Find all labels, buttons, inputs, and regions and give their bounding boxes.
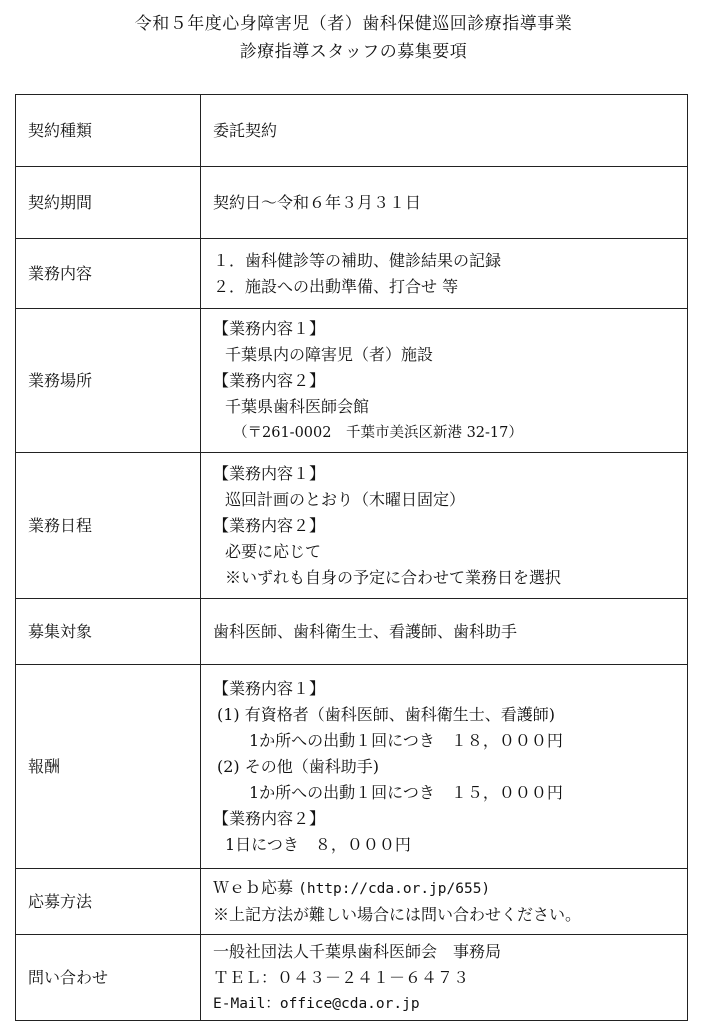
- reward-item-1-pay: 1か所への出動１回につき １８，０００円: [249, 730, 563, 750]
- location-heading-2: 【業務内容２】: [213, 370, 326, 390]
- value-contract-type: 委託契約: [201, 95, 688, 167]
- reward-heading-1: 【業務内容１】: [213, 678, 326, 698]
- value-location: [201, 309, 688, 453]
- contact-email-link[interactable]: E-Mail：office@cda.or.jp: [213, 995, 420, 1012]
- label-duties: 業務内容: [16, 239, 201, 309]
- contact-tel: ＴＥＬ：０４３－２４１－６４７３: [213, 967, 470, 987]
- location-address: （〒261-0002 千葉市美浜区新港 32-17）: [233, 424, 523, 441]
- reward-item-2-pay: 1か所への出動１回につき １５，０００円: [249, 782, 563, 802]
- value-reward: [201, 665, 688, 869]
- schedule-heading-2: 【業務内容２】: [213, 515, 326, 535]
- contact-organization: 一般社団法人千葉県歯科医師会 事務局: [213, 941, 502, 961]
- schedule-text-2: 必要に応じて: [225, 541, 322, 561]
- location-place-2: 千葉県歯科医師会館: [225, 396, 370, 416]
- label-target: 募集対象: [16, 599, 201, 665]
- label-location: 業務場所: [16, 309, 201, 453]
- label-reward: 報酬: [16, 665, 201, 869]
- label-contract-type: 契約種類: [16, 95, 201, 167]
- row-contract-type: [16, 95, 688, 167]
- schedule-heading-1: 【業務内容１】: [213, 463, 326, 483]
- row-duties: [16, 239, 688, 309]
- location-heading-1: 【業務内容１】: [213, 318, 326, 338]
- label-contact: 問い合わせ: [16, 935, 201, 1021]
- reward-item-2: (2) その他（歯科助手): [217, 756, 379, 776]
- row-target: [16, 599, 688, 665]
- location-place-1: 千葉県内の障害児（者）施設: [225, 344, 434, 364]
- duty-item: １．歯科健診等の補助、健診結果の記録: [213, 250, 502, 270]
- value-application: [201, 869, 688, 935]
- label-schedule: 業務日程: [16, 453, 201, 599]
- row-schedule: [16, 453, 688, 599]
- recruitment-table: [15, 94, 688, 1021]
- row-location: [16, 309, 688, 453]
- value-target: 歯科医師、歯科衛生士、看護師、歯科助手: [201, 599, 688, 665]
- schedule-note: ※いずれも自身の予定に合わせて業務日を選択: [225, 567, 562, 587]
- value-duties: [201, 239, 688, 309]
- row-reward: [16, 665, 688, 869]
- reward-pay-2: 1日につき ８，０００円: [225, 834, 411, 854]
- application-url-link[interactable]: (http://cda.or.jp/655): [298, 881, 491, 897]
- title-line-2: 診療指導スタッフの募集要項: [239, 42, 468, 62]
- reward-heading-2: 【業務内容２】: [213, 808, 326, 828]
- row-contract-period: [16, 167, 688, 239]
- title-line-1: 令和５年度心身障害児（者）歯科保健巡回診療指導事業: [134, 14, 573, 34]
- label-contract-period: 契約期間: [16, 167, 201, 239]
- value-schedule: [201, 453, 688, 599]
- document-title: [0, 10, 707, 66]
- row-application: [16, 869, 688, 935]
- application-note: ※上記方法が難しい場合には問い合わせください。: [213, 905, 582, 924]
- application-web-label: Ｗｅｂ応募: [213, 878, 294, 897]
- duty-item: ２．施設への出動準備、打合せ 等: [213, 276, 459, 296]
- reward-item-1: (1) 有資格者（歯科医師、歯科衛生士、看護師): [217, 704, 555, 724]
- value-contact: [201, 935, 688, 1021]
- label-application: 応募方法: [16, 869, 201, 935]
- value-contract-period: 契約日～令和６年３月３１日: [201, 167, 688, 239]
- row-contact: [16, 935, 688, 1021]
- application-web: [213, 875, 681, 902]
- schedule-text-1: 巡回計画のとおり（木曜日固定）: [225, 489, 466, 509]
